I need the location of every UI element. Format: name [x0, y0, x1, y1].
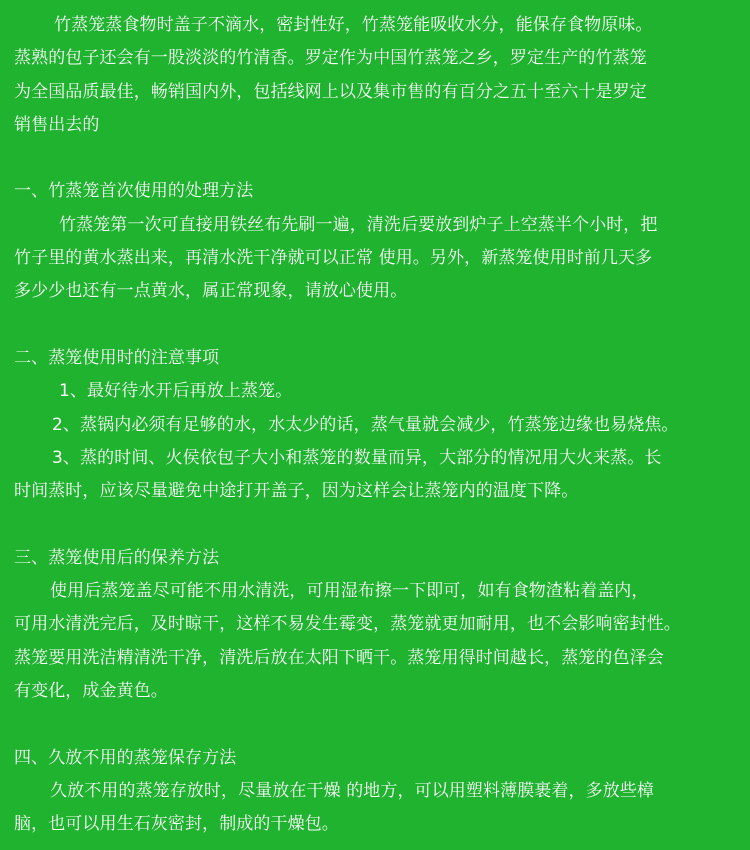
section-text: 竹蒸笼第一次可直接用铁丝布先刷一遍，清洗后要放到炉子上空蒸半个小时，把	[59, 214, 658, 235]
spacer	[14, 508, 750, 541]
section-text: 脑，也可以用生石灰密封，制成的干燥包。	[14, 814, 339, 835]
intro-line: 销售出去的	[14, 114, 100, 135]
section-heading: 四、久放不用的蒸笼保存方法	[14, 747, 237, 768]
section-text: 久放不用的蒸笼存放时，尽量放在干燥 的地方，可以用塑料薄膜裹着，多放些樟	[50, 780, 655, 801]
list-item: 1、最好待水开后再放上蒸笼。	[59, 381, 293, 402]
section-heading: 二、蒸笼使用时的注意事项	[14, 347, 220, 368]
section-text: 多少少也还有一点黄水，属正常现象，请放心使用。	[14, 281, 408, 302]
section-text: 竹子里的黄水蒸出来，再清水洗干净就可以正常 使用。另外，新蒸笼使用时前几天多	[14, 248, 653, 269]
section-text: 有变化，成金黄色。	[14, 680, 168, 701]
intro-line: 蒸熟的包子还会有一股淡淡的竹清香。罗定作为中国竹蒸笼之乡，罗定生产的竹蒸笼	[14, 48, 647, 69]
section-heading: 三、蒸笼使用后的保养方法	[14, 547, 220, 568]
section-text: 可用水清洗完后，及时晾干，这样不易发生霉变，蒸笼就更加耐用，也不会影响密封性。	[14, 614, 681, 635]
list-item: 时间蒸时，应该尽量避免中途打开盖子，因为这样会让蒸笼内的温度下降。	[14, 481, 579, 502]
intro-line: 竹蒸笼蒸食物时盖子不滴水，密封性好，竹蒸笼能吸收水分，能保存食物原味。	[54, 15, 653, 35]
spacer	[14, 309, 750, 342]
intro-line: 为全国品质最佳，畅销国内外，包括线网上以及集市售的有百分之五十至六十是罗定	[14, 81, 647, 102]
section-text: 蒸笼要用洗洁精清洗干净，清洗后放在太阳下晒干。蒸笼用得时间越长，蒸笼的色泽会	[14, 647, 664, 668]
spacer	[14, 708, 750, 741]
list-item: 2、蒸锅内必须有足够的水，水太少的话，蒸气量就会减少，竹蒸笼边缘也易烧焦。	[52, 414, 679, 435]
spacer	[14, 142, 750, 175]
section-text: 使用后蒸笼盖尽可能不用水清洗，可用湿布擦一下即可，如有食物渣粘着盖内，	[50, 581, 649, 602]
list-item: 3、蒸的时间、火侯依包子大小和蒸笼的数量而异，大部分的情况用大火来蒸。长	[52, 447, 662, 468]
section-heading: 一、竹蒸笼首次使用的处理方法	[14, 181, 254, 202]
